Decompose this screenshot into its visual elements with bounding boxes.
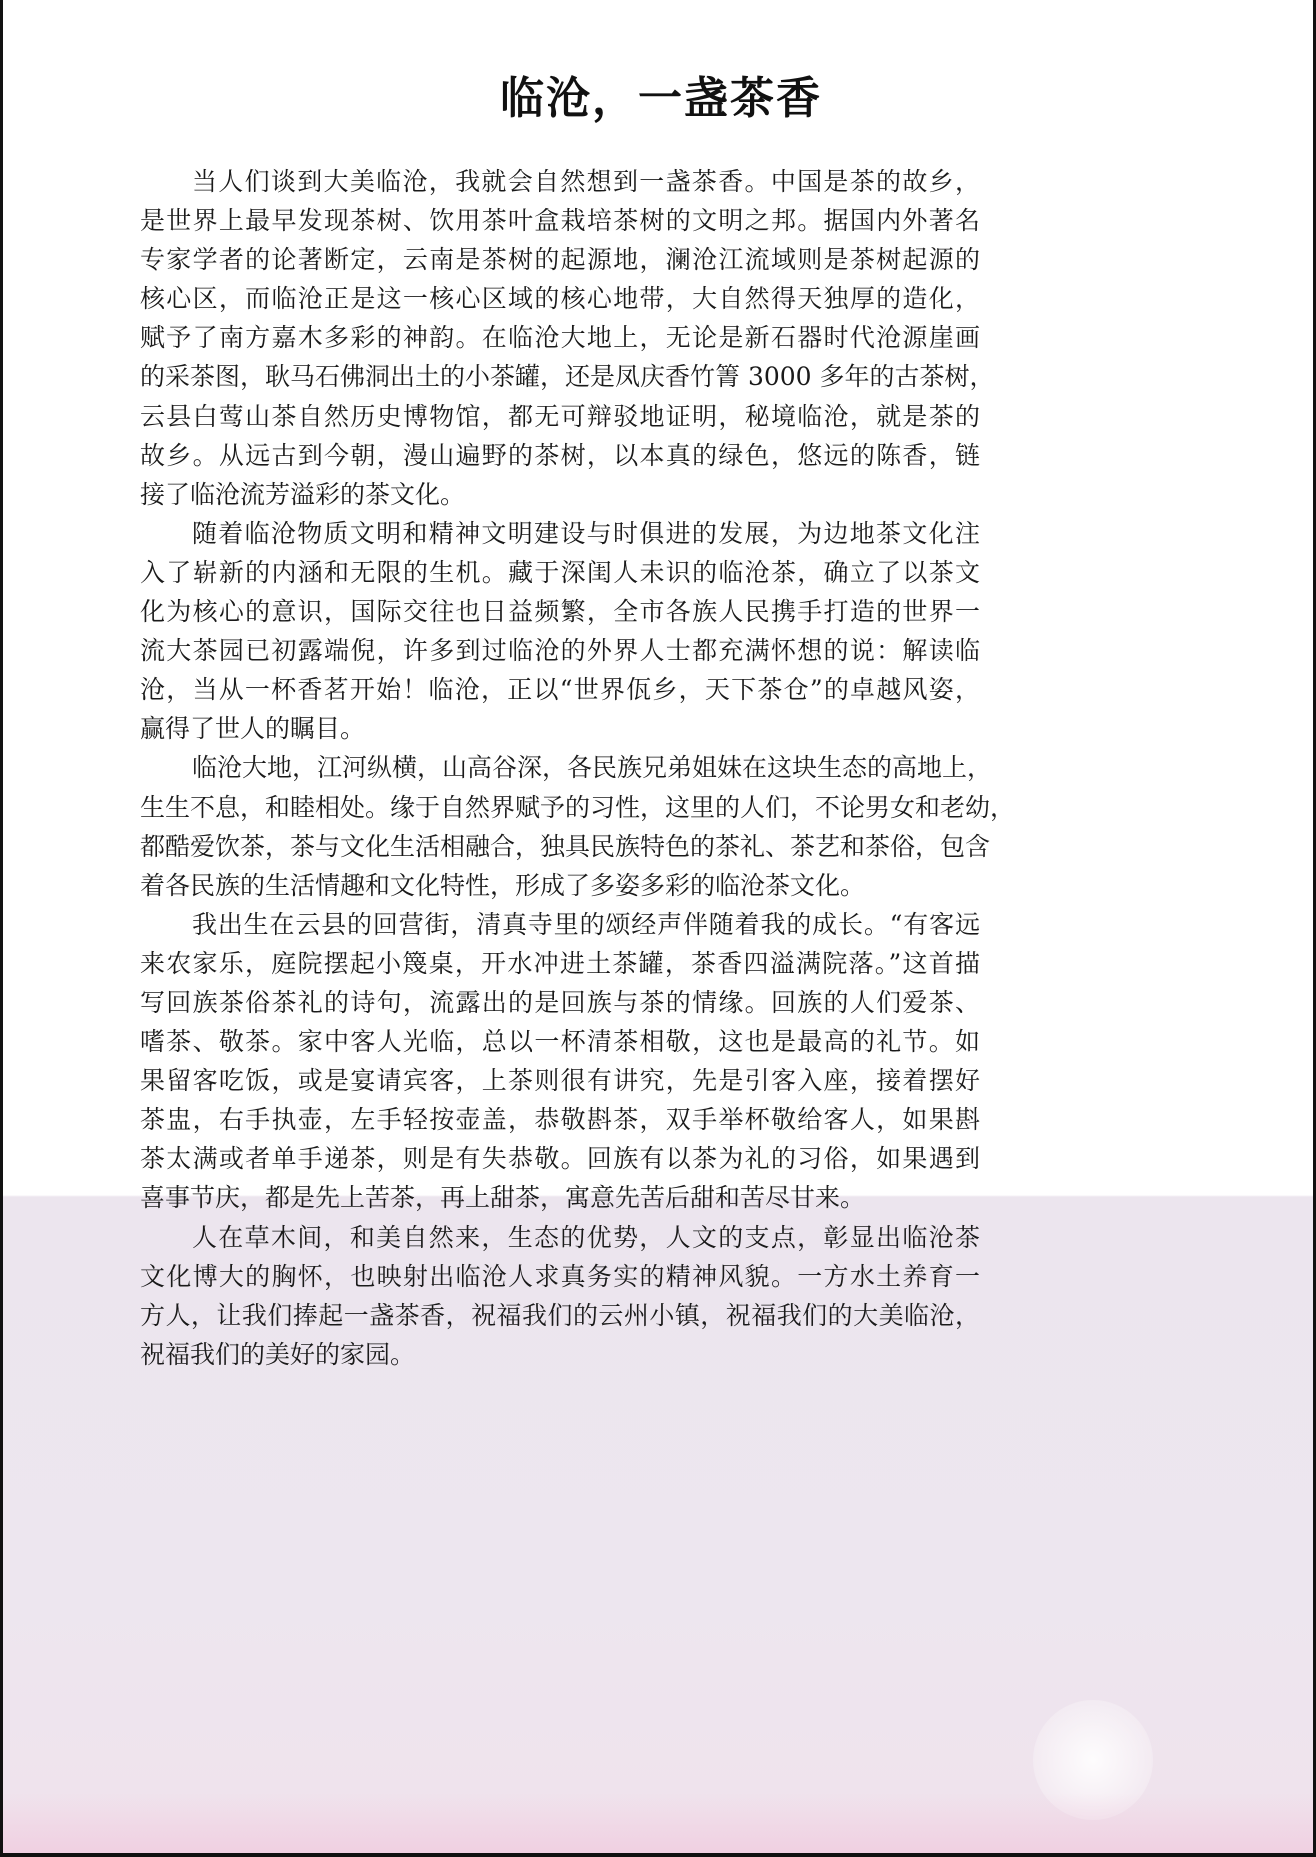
text-line: 故乡。从远古到今朝，漫山遍野的茶树，以本真的绿色，悠远的陈香，链 xyxy=(140,440,980,470)
text-line: 祝福我们的美好的家园。 xyxy=(140,1339,416,1369)
text-line: 入了崭新的内涵和无限的生机。藏于深闺人未识的临沧茶，确立了以茶文 xyxy=(140,557,980,587)
text-line: 方人，让我们捧起一盏茶香，祝福我们的云州小镇，祝福我们的大美临沧， xyxy=(140,1300,980,1330)
text-line: 专家学者的论著断定，云南是茶树的起源地，澜沧江流域则是茶树起源的 xyxy=(140,245,980,275)
text-line: 来农家乐，庭院摆起小篾桌，开水冲进土茶罐，茶香四溢满院落。”这首描 xyxy=(140,948,980,978)
text-line: 都酷爱饮茶，茶与文化生活相融合，独具民族特色的茶礼、茶艺和茶俗，包含 xyxy=(140,831,991,861)
text-line: 的采茶图，耿马石佛洞出土的小茶罐，还是凤庆香竹箐 3000 多年的古茶树， xyxy=(140,362,995,392)
article-body xyxy=(140,162,1016,1374)
text-line: 接了临沧流芳溢彩的茶文化。 xyxy=(140,479,466,509)
text-line: 茶太满或者单手递茶，则是有失恭敬。回族有以茶为礼的习俗，如果遇到 xyxy=(140,1144,980,1174)
text-line: 嗜茶、敬茶。家中客人光临，总以一杯清茶相敬，这也是最高的礼节。如 xyxy=(140,1027,980,1057)
paragraph xyxy=(140,905,980,1218)
text-line: 当人们谈到大美临沧，我就会自然想到一盏茶香。中国是茶的故乡， xyxy=(192,167,980,196)
text-line: 茶盅，右手执壶，左手轻按壶盖，恭敬斟茶，双手举杯敬给客人，如果斟 xyxy=(140,1105,980,1135)
text-line: 赋予了南方嘉木多彩的神韵。在临沧大地上，无论是新石器时代沧源崖画 xyxy=(140,323,980,353)
background-pink-band xyxy=(3,1793,1313,1853)
text-line: 云县白莺山茶自然历史博物馆，都无可辩驳地证明，秘境临沧，就是茶的 xyxy=(140,401,980,431)
text-line: 化为核心的意识，国际交往也日益频繁，全市各族人民携手打造的世界一 xyxy=(140,597,980,627)
text-line: 写回族茶俗茶礼的诗句，流露出的是回族与茶的情缘。回族的人们爱茶、 xyxy=(140,987,980,1017)
text-line: 沧，当从一杯香茗开始！临沧，正以“世界佤乡，天下茶仓”的卓越风姿， xyxy=(140,675,980,705)
text-line: 核心区，而临沧正是这一核心区域的核心地带，大自然得天独厚的造化， xyxy=(140,284,980,314)
text-line: 文化博大的胸怀，也映射出临沧人求真务实的精神风貌。一方水土养育一 xyxy=(140,1261,980,1291)
text-line: 我出生在云县的回营街，清真寺里的颂经声伴随着我的成长。“有客远 xyxy=(192,909,980,939)
text-line: 着各民族的生活情趣和文化特性，形成了多姿多彩的临沧茶文化。 xyxy=(140,870,866,900)
text-line: 人在草木间，和美自然来，生态的优势，人文的支点，彰显出临沧茶 xyxy=(192,1222,980,1252)
text-line: 是世界上最早发现茶树、饮用茶叶盒栽培茶树的文明之邦。据国内外著名 xyxy=(140,206,980,236)
text-line: 随着临沧物质文明和精神文明建设与时俱进的发展，为边地茶文化注 xyxy=(192,518,980,548)
paragraph xyxy=(140,1218,980,1374)
text-line: 喜事节庆，都是先上苦茶，再上甜茶，寓意先苦后甜和苦尽甘来。 xyxy=(140,1183,866,1213)
text-line: 果留客吃饭，或是宴请宾客，上茶则很有讲究，先是引客入座，接着摆好 xyxy=(140,1066,980,1096)
article-title: 临沧，一盏茶香 xyxy=(500,73,822,124)
paragraph xyxy=(140,514,980,749)
text-line: 赢得了世人的瞩目。 xyxy=(140,714,366,744)
text-line: 流大茶园已初露端倪，许多到过临沧的外界人士都充满怀想的说：解读临 xyxy=(140,636,980,666)
text-line: 生生不息，和睦相处。缘于自然界赋予的习性，这里的人们，不论男女和老幼， xyxy=(140,792,1016,822)
paragraph xyxy=(140,162,995,514)
text-line: 临沧大地，江河纵横，山高谷深，各民族兄弟姐妹在这块生态的高地上， xyxy=(192,753,993,783)
paragraph xyxy=(140,748,1016,904)
